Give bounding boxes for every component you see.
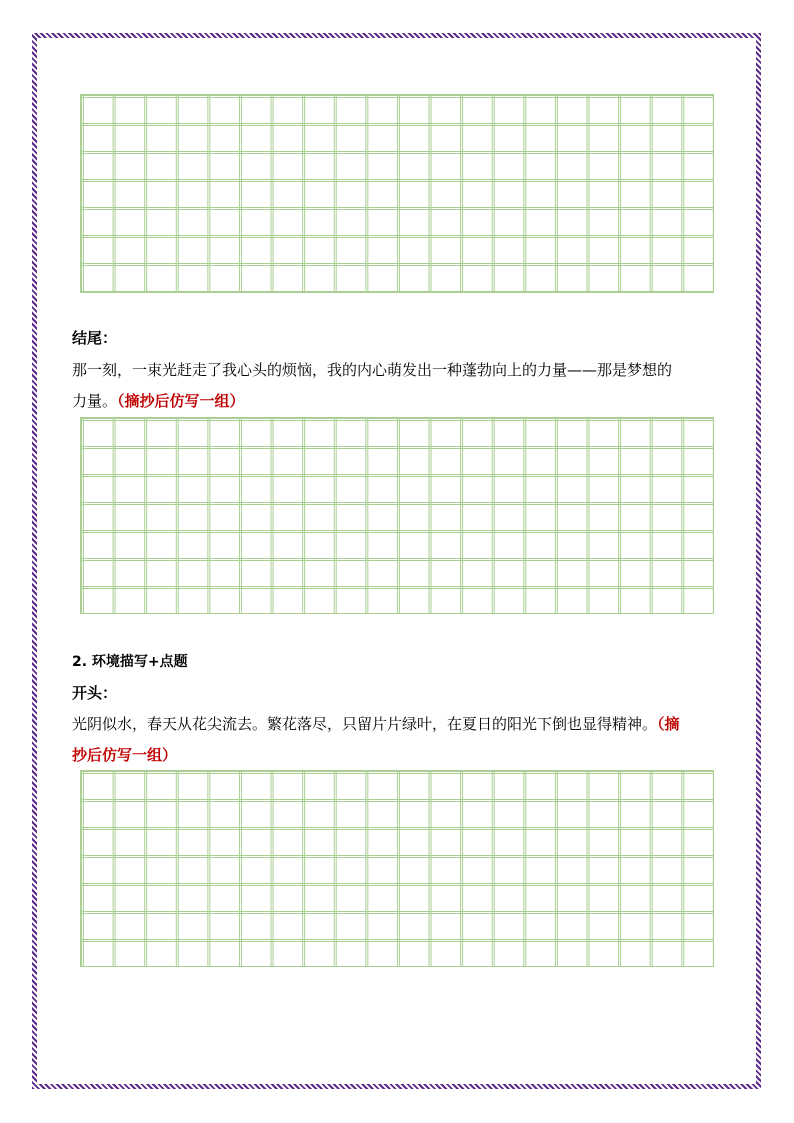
section-heading: 2. 环境描写+点题	[72, 654, 188, 670]
opening-line-1	[72, 710, 727, 739]
ending-label: 结尾：	[72, 329, 118, 347]
instruction-text-part2: 抄后仿写一组）	[72, 746, 178, 764]
writing-grid-1[interactable]	[80, 94, 714, 293]
ending-line-2-text: 力量。	[72, 392, 118, 410]
instruction-text-part1: （摘	[657, 715, 680, 733]
ending-line-1: 那一刻，一束光赶走了我心头的烦恼，我的内心萌发出一种蓬勃向上的力量——那是梦想的	[72, 361, 673, 379]
opening-line-1-text: 光阴似水，春天从花尖流去。繁花落尽，只留片片绿叶，在夏日的阳光下倒也显得精神。	[72, 715, 658, 733]
instruction-text: （摘抄后仿写一组）	[117, 392, 245, 410]
writing-grid-2[interactable]	[80, 417, 714, 614]
opening-label: 开头：	[72, 684, 118, 702]
ending-line-2	[72, 387, 727, 416]
opening-line-2	[72, 741, 727, 770]
writing-grid-3[interactable]	[80, 770, 714, 967]
